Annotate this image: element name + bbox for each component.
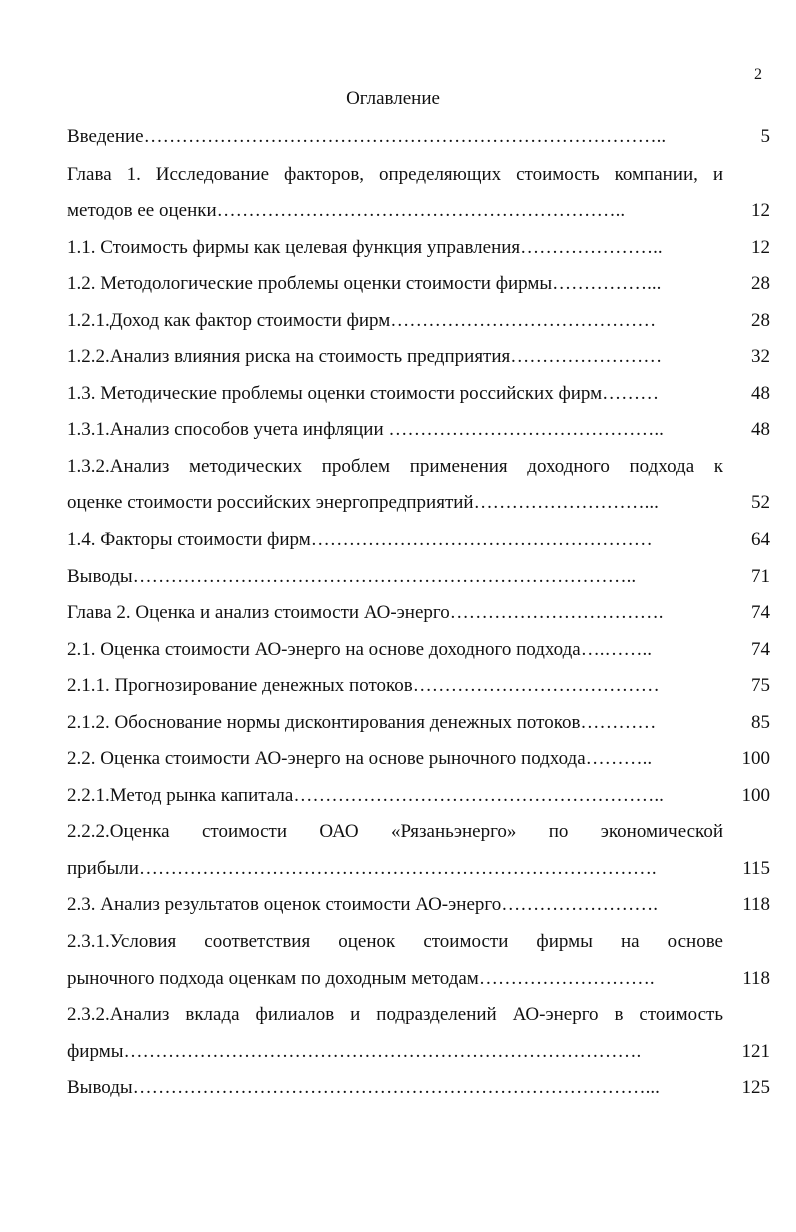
toc-entry-text: фирмы………………………………………………………………………. — [67, 1041, 642, 1062]
toc-entry-page: 74 — [751, 639, 770, 660]
toc-entry-text: 1.2.2.Анализ влияния риска на стоимость предприятия…………………… — [67, 346, 663, 367]
toc-entry-page: 115 — [742, 858, 770, 879]
toc-entry-page: 5 — [760, 126, 770, 147]
toc-entry-text: 2.2.1.Метод рынка капитала………………………………………………….. — [67, 785, 664, 806]
toc-entry-text: 2.3. Анализ результатов оценок стоимости АО-энерго……………………. — [67, 894, 658, 915]
toc-entry-text: Глава 2. Оценка и анализ стоимости АО-энерго……………………………. — [67, 602, 664, 623]
toc-entry-text: 2.2. Оценка стоимости АО-энерго на основе рыночного подхода……….. — [67, 748, 653, 769]
toc-entry-page: 100 — [741, 748, 770, 769]
toc-entry-page: 48 — [751, 419, 770, 440]
toc-entry-text: 2.2.2.Оценка стоимости ОАО «Рязаньэнерго» по экономической — [67, 821, 723, 842]
toc-entry-text: Выводы………………………………………………………………………... — [67, 1077, 660, 1098]
page-number: 2 — [754, 66, 762, 83]
toc-entry-text: 1.2.1.Доход как фактор стоимости фирм…………………………………… — [67, 310, 657, 331]
toc-entry-text: 2.3.1.Условия соответствия оценок стоимости фирмы на основе — [67, 931, 723, 952]
toc-entry-page: 28 — [751, 273, 770, 294]
toc-entry-page: 32 — [751, 346, 770, 367]
toc-title: Оглавление — [346, 88, 440, 109]
toc-entry-page: 118 — [742, 894, 770, 915]
toc-entry-text: прибыли………………………………………………………………………. — [67, 858, 657, 879]
toc-entry-text: 1.3.1.Анализ способов учета инфляции …………………………………….. — [67, 419, 664, 440]
toc-entry-text: 1.4. Факторы стоимости фирм……………………………………………… — [67, 529, 653, 550]
toc-entry-text: 2.1.1. Прогнозирование денежных потоков………………………………… — [67, 675, 660, 696]
toc-entry-page: 118 — [742, 968, 770, 989]
toc-entry-page: 85 — [751, 712, 770, 733]
toc-entry-text: методов ее оценки……………………………………………………….. — [67, 200, 626, 221]
toc-entry-page: 121 — [741, 1041, 770, 1062]
toc-entry-page: 48 — [751, 383, 770, 404]
toc-entry-page: 52 — [751, 492, 770, 513]
toc-entry-text: 2.3.2.Анализ вклада филиалов и подразделений АО-энерго в стоимость — [67, 1004, 723, 1025]
toc-entry-page: 100 — [741, 785, 770, 806]
toc-entry-text: 2.1. Оценка стоимости АО-энерго на основе доходного подхода….…….. — [67, 639, 652, 660]
toc-entry-text: 2.1.2. Обоснование нормы дисконтирования денежных потоков………… — [67, 712, 657, 733]
toc-entry-text: 1.2. Методологические проблемы оценки стоимости фирмы……………... — [67, 273, 662, 294]
toc-entry-text: рыночного подхода оценкам по доходным методам………………………. — [67, 968, 655, 989]
toc-entry-page: 28 — [751, 310, 770, 331]
toc-entry-page: 12 — [751, 200, 770, 221]
toc-entry-page: 71 — [751, 566, 770, 587]
toc-entry-text: Глава 1. Исследование факторов, определяющих стоимость компании, и — [67, 164, 723, 185]
toc-entry-text: оценке стоимости российских энергопредприятий………………………... — [67, 492, 659, 513]
toc-entry-page: 75 — [751, 675, 770, 696]
toc-entry-page: 64 — [751, 529, 770, 550]
toc-entry-text: Выводы…………………………………………………………………….. — [67, 566, 637, 587]
toc-entry-text: 1.3. Методические проблемы оценки стоимости российских фирм……… — [67, 383, 660, 404]
toc-entry-text: 1.3.2.Анализ методических проблем применения доходного подхода к — [67, 456, 723, 477]
toc-entry-page: 74 — [751, 602, 770, 623]
toc-entry-page: 12 — [751, 237, 770, 258]
toc-entry-text: Введение……………………………………………………………………….. — [67, 126, 667, 147]
toc-entry-page: 125 — [741, 1077, 770, 1098]
toc-entry-text: 1.1. Стоимость фирмы как целевая функция управления………………….. — [67, 237, 663, 258]
